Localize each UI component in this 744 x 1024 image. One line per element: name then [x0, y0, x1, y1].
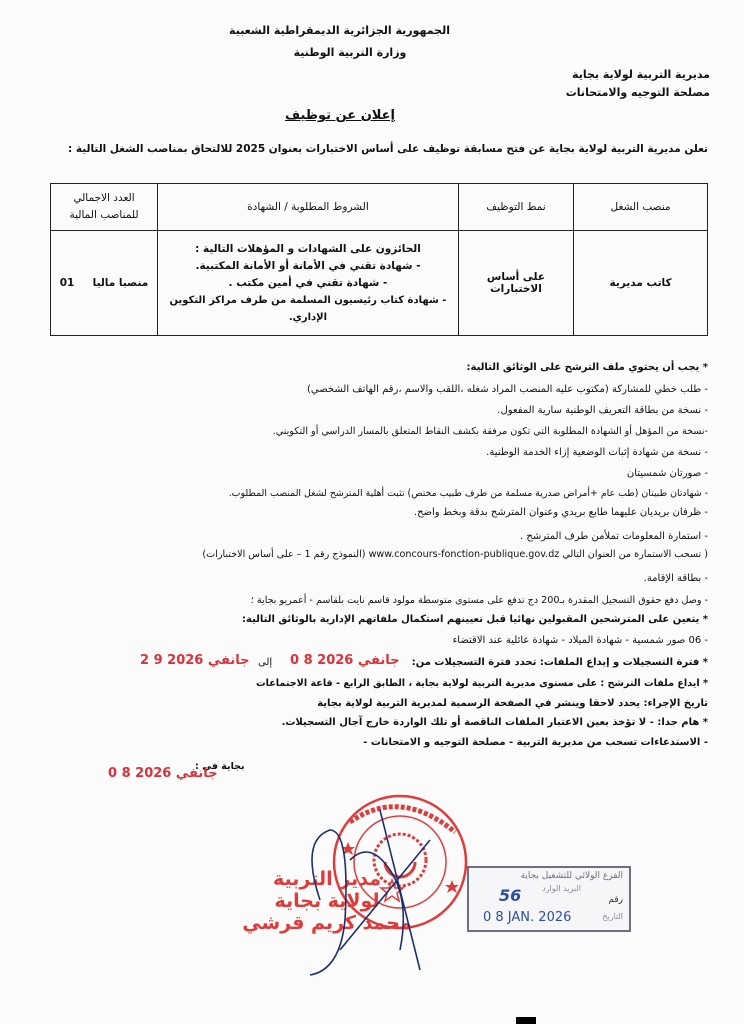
- cell-conditions: [158, 231, 459, 336]
- header-post: منصب الشغل: [574, 184, 708, 231]
- name-stamp-line3: محمد كريم قرشي: [242, 912, 412, 934]
- accepted-docs: - 06 صور شمسية - شهادة الميلاد - شهادة عائلية عند الاقتضاء: [452, 635, 708, 646]
- header-total-line1: العدد الاجمالي: [73, 192, 135, 204]
- convocations-text: - الاستدعاءات تسحب من مديرية التربية - مصلحة التوجيه و الامتحانات -: [363, 737, 708, 748]
- reception-stamp-line2: البريد الوارد: [542, 884, 581, 893]
- reception-stamp-line1: الفرع الولائي للتشغيل بجاية: [520, 871, 623, 881]
- intro-text: تعلن مديرية التربية لولاية بجاية عن فتح مسابقة توظيف على أساس الاختبارات بعنوان 2025 للالتحاق بمناصب الشغل التالية :: [68, 143, 708, 155]
- page-title: إعلان عن توظيف: [285, 108, 395, 123]
- reception-date: 0 8 JAN. 2026: [483, 910, 572, 925]
- handwritten-signature-icon: [280, 800, 450, 980]
- directorate-name: مديرية التربية لولاية بجاية: [572, 68, 710, 81]
- cell-mode: على أساس الاختبارات: [458, 231, 573, 336]
- document-item: -نسخة من المؤهل أو الشهادة المطلوبة التي تكون مرفقة بكشف النقاط المتعلق بالمسار الدراسي أو التكويني.: [272, 426, 708, 437]
- count-value: 01: [59, 277, 75, 289]
- jobs-table: [50, 183, 708, 336]
- scan-mark: [516, 1017, 536, 1024]
- documents-heading: * يجب أن يحتوي ملف الترشح على الوثائق التالية:: [466, 362, 708, 373]
- deposit-text: * ايداع ملفات الترشح : على مستوى مديرية التربية لولاية بجاية ، الطابق الرابع - قاعة الاجتماعات: [256, 678, 708, 689]
- table-header-row: [51, 184, 708, 231]
- accepted-heading: * يتعين على المترشحين المقبولين نهائيا قبل تعيينهم استكمال ملفاتهم الإدارية بالوثائق التالية:: [242, 614, 708, 625]
- header-total: [51, 184, 158, 231]
- reception-number-label: رقم: [608, 895, 623, 905]
- header-conditions: الشروط المطلوبة / الشهادة: [158, 184, 459, 231]
- reception-date-label: التاريخ: [602, 912, 623, 921]
- important-text: * هام جدا: - لا تؤخذ بعين الاعتبار الملفات الناقصة أو تلك الواردة خارج آجال التسجيلات.: [281, 717, 708, 728]
- document-item: - طلب خطي للمشاركة (مكتوب عليه المنصب المراد شغله ،اللقب والاسم ،رقم الهاتف الشخصي): [307, 384, 708, 395]
- document-item: - شهادتان طبيتان (طب عام +أمراض صدرية مسلمة من طرف طبيب مختص) تثبت أهلية المترشح لشغل المنصب المطلوب.: [228, 488, 708, 499]
- cell-post: كاتب مديرية: [574, 231, 708, 336]
- document-item: - نسخة من بطاقة التعريف الوطنية سارية المفعول.: [497, 405, 708, 416]
- period-label: * فترة التسجيلات و إيداع الملفات: تحدد فترة التسجيلات من:: [411, 657, 708, 668]
- count-label: منصبا ماليا: [92, 277, 149, 289]
- condition-line: - شهادة تقني في الأمانة أو الأمانة المكتبية.: [195, 259, 421, 272]
- reception-number: 56: [499, 886, 522, 905]
- header-mode: نمط التوظيف: [458, 184, 573, 231]
- reception-stamp: [467, 866, 631, 932]
- header-total-line2: للمناصب المالية: [69, 209, 139, 221]
- condition-line: الحائزون على الشهادات و المؤهلات التالية :: [195, 242, 421, 255]
- document-item: - بطاقة الإقامة.: [643, 573, 708, 584]
- condition-line: - شهادة تقني في أمين مكتب .: [228, 276, 388, 289]
- cell-count: [51, 231, 158, 336]
- period-to-stamp: 2 9 جانفي 2026: [140, 653, 250, 668]
- service-name: مصلحة التوجيه والامتحانات: [565, 86, 710, 99]
- place-label: بجاية في :: [195, 761, 245, 772]
- name-stamp-line2: لولاية بجاية: [274, 890, 380, 912]
- document-item: - صورتان شمسيتان: [626, 468, 708, 479]
- republic-name: الجمهورية الجزائرية الديمقراطية الشعبية: [229, 24, 450, 37]
- document-item: - استمارة المعلومات تملأمن طرف المترشح .: [520, 531, 708, 542]
- document-item: ( تسحب الاستمارة من العنوان التالي www.concours-fonction-publique.gov.dz (النموذج رقم 1 – على أساس الاختبارات): [202, 549, 708, 560]
- document-item: - وصل دفع حقوق التسجيل المقدرة بـ200 دج تدفع على مستوى متوسطة مولود قاسم نايت بلقاسم - أعمريو بجاية ؛: [250, 595, 708, 606]
- document-item: - نسخة من شهادة إثبات الوضعية إزاء الخدمة الوطنية.: [486, 447, 708, 458]
- table-row: [51, 231, 708, 336]
- ministry-name: وزارة التربية الوطنية: [293, 46, 407, 59]
- period-from-stamp: 0 8 جانفي 2026: [290, 653, 400, 668]
- period-to-word: إلى: [258, 657, 273, 668]
- condition-line: - شهادة كتاب رئيسيون المسلمة من طرف مراكز التكوين الإداري.: [169, 294, 447, 323]
- exam-date-text: تاريخ الإجراء: يحدد لاحقا وينشر في الصفحة الرسمية لمديرية التربية لولاية بجاية: [317, 698, 708, 709]
- name-stamp-line1: مدير التربية: [273, 868, 381, 890]
- document-item: - ظرفان بريديان عليهما طابع بريدي وعنوان المترشح بدقة وبخط واضح.: [413, 507, 708, 518]
- signature-date-stamp: 0 8 جانفي 2026: [108, 766, 218, 781]
